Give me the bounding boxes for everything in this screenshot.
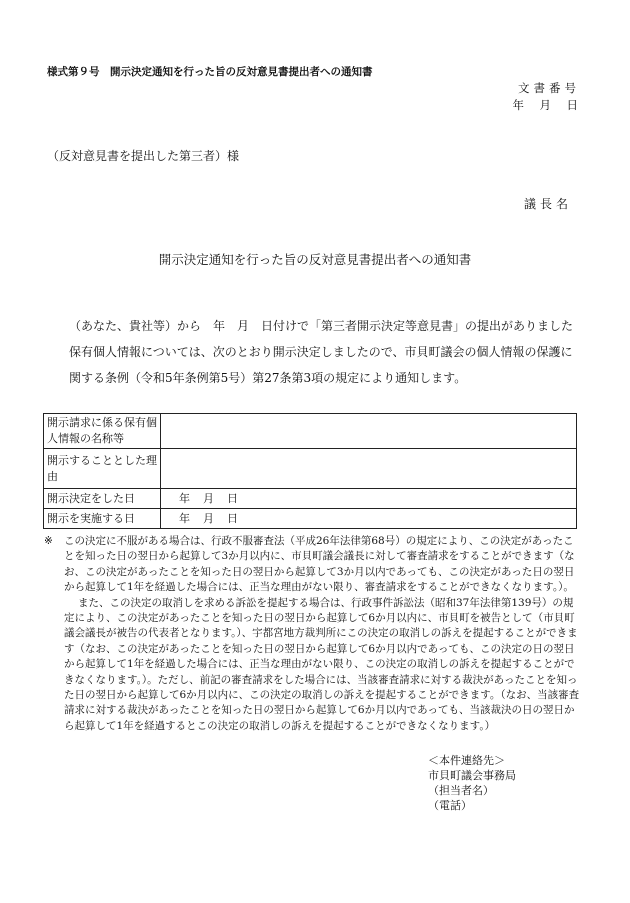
document-title: 開示決定通知を行った旨の反対意見書提出者への通知書	[158, 252, 472, 267]
note-paragraph-2: また、この決定の取消しを求める訴訟を提起する場合は、行政事件訴訟法（昭和37年法律第139号）の規定により、この決定があったことを知った日の翌日から起算して6か月以内に、市貝町を被告として（市貝町議会議長が被告の代表者となります。）、宇都宮地方裁判所にこの決定の取消しの訴えを提起することができます（なお、この決定があったことを知った日の翌日から起算して6か月以内であっても、この決定の日の翌日から起算して1年を経過した場合には、正当な理由がない限り、この決定の取消しの訴えを提起することができなくなります。）。ただし、前記の審査請求をした場合には、当該審査請求に対する裁決があったことを知った日の翌日から起算して6か月以内に、この決定の取消しの訴えを提起することができます。（なお、当該審査請求に対する裁決があったことを知った日の翌日から起算して6か月以内であっても、当該裁決の日の翌日から起算して1年を経過するとこの決定の取消しの訴えを提起することができなくなります。）	[64, 596, 580, 732]
contact-office: 市貝町議会事務局	[428, 769, 516, 782]
contact-heading: ＜本件連絡先＞	[428, 754, 505, 767]
info-table	[43, 413, 577, 529]
row-label: 開示決定をした日	[44, 489, 161, 509]
body-paragraph	[45, 313, 580, 391]
table-row	[44, 509, 577, 529]
contact-block	[428, 753, 516, 813]
body-text: （あなた、貴社等）から 年 月 日付けで「第三者開示決定等意見書」の提出がありました保有個人情報については、次のとおり開示決定しましたので、市貝町議会の個人情報の保護に関する条例（令和5年条例第5号）第27条第3項の規定により通知します。	[69, 319, 574, 385]
note-paragraph-1: この決定に不服がある場合は、行政不服審査法（平成26年法律第68号）の規定により、この決定があったことを知った日の翌日から起算して3か月以内に、市貝町議会議長に対して審査請求をすることができます（なお、この決定があったことを知った日の翌日から起算して3か月以内であっても、この決定があった日の翌日から起算して1年を経過した場合には、正当な理由がない限り、審査請求をすることができなくなります。）。	[64, 535, 575, 594]
row-label: 開示請求に係る保有個人情報の名称等	[44, 414, 161, 449]
document-date: 年 月 日	[512, 98, 580, 112]
addressee: （反対意見書を提出した第三者）様	[47, 149, 240, 163]
note-mark: ※	[44, 535, 53, 547]
row-label: 開示を実施する日	[44, 509, 161, 529]
contact-phone: （電話）	[428, 799, 472, 812]
note-block	[44, 534, 580, 734]
contact-person: （担当者名）	[428, 784, 494, 797]
row-value	[161, 449, 577, 489]
row-label: 開示することとした理由	[44, 449, 161, 489]
document-number: 文書番号	[518, 81, 580, 95]
row-value: 年 月 日	[161, 489, 577, 509]
table-row	[44, 414, 577, 449]
table-row	[44, 449, 577, 489]
sender-name: 議長名	[523, 197, 572, 211]
row-value: 年 月 日	[161, 509, 577, 529]
table-row	[44, 489, 577, 509]
row-value	[161, 414, 577, 449]
form-label: 様式第９号 開示決定通知を行った旨の反対意見書提出者への通知書	[47, 66, 373, 78]
